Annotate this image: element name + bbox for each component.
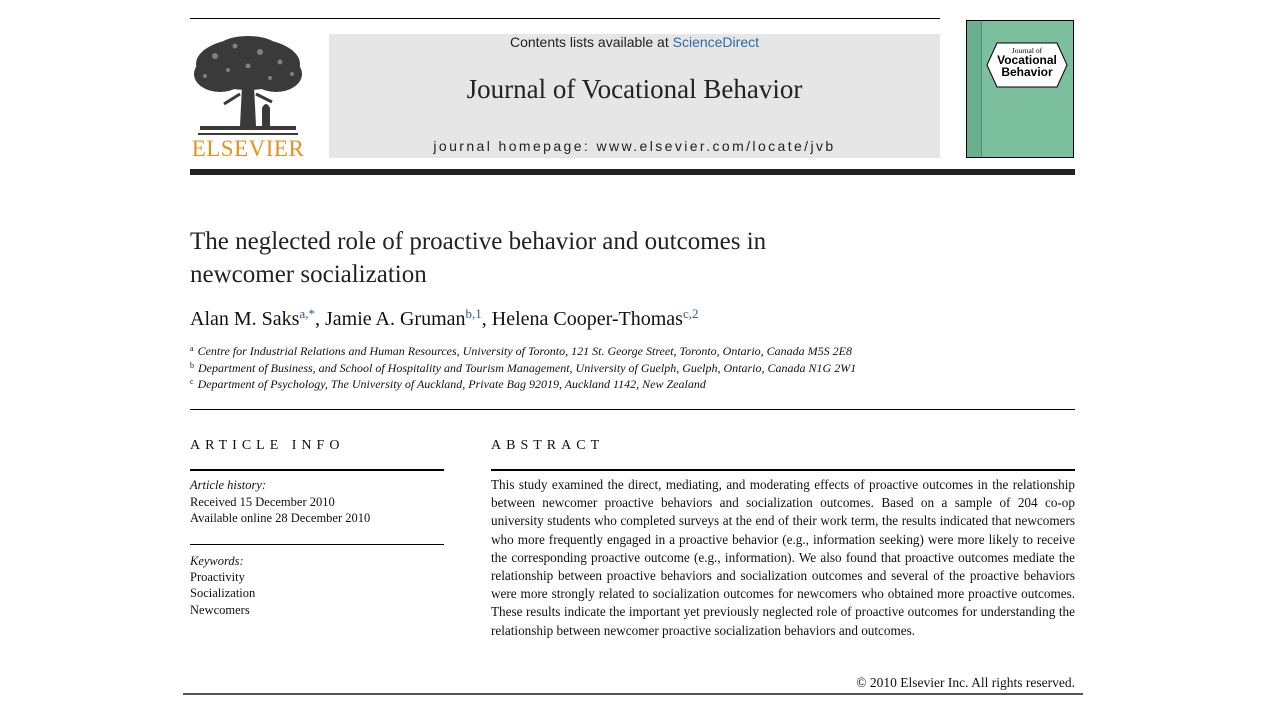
history-label: Article history:	[190, 478, 267, 492]
author-sep: ,	[481, 308, 492, 330]
copyright-notice: © 2010 Elsevier Inc. All rights reserved.	[856, 675, 1075, 690]
abstract-rule	[491, 469, 1075, 471]
author-sep: ,	[314, 308, 325, 330]
affiliation-mark: b	[190, 361, 194, 370]
journal-homepage-link[interactable]: journal homepage: www.elsevier.com/locate/jvb	[433, 138, 836, 154]
publisher-name[interactable]: ELSEVIER	[191, 136, 305, 161]
affiliation-text: Centre for Industrial Relations and Human Resources, University of Toronto, 121 St. George Street, Toronto, Ontario, Canada M5S 2E8	[197, 344, 852, 358]
abstract-heading: ABSTRACT	[491, 438, 605, 453]
keyword: Proactivity	[190, 570, 245, 584]
affiliation	[190, 361, 1075, 376]
abstract-text: This study examined the direct, mediating, and moderating effects of proactive outcomes in the relationship between newcomer proactive behaviors and socialization outcomes. Based on a sample of 204 co-op university students who completed surveys at the end of their work term, the results indicated that newcomers who more frequently engaged in a proactive behavior (e.g., information seeking) were more likely to receive the corresponding proactive outcome (e.g., information). We also found that proactive outcomes mediate the relationship between proactive behaviors and socialization outcomes and several of the proactive behaviors were more strongly related to socialization outcomes for newcomers who obtained more proactive outcomes. These results indicate the important yet previously neglected role of proactive outcomes for understanding the relationship between newcomer proactive socialization behaviors and outcomes.	[491, 477, 1075, 638]
author-name: Alan M. Saks	[190, 308, 300, 330]
journal-cover[interactable]	[966, 20, 1074, 158]
author-sup[interactable]: c,2	[682, 306, 699, 321]
title-line2: newcomer socialization	[190, 261, 427, 288]
keyword: Socialization	[190, 586, 256, 600]
author-list	[190, 306, 1075, 331]
online-date: Available online 28 December 2010	[190, 511, 371, 525]
article-info-heading: ARTICLE INFO	[190, 438, 345, 453]
affiliation-text: Department of Psychology, The University of Auckland, Private Bag 92019, Auckland 1142, New Zealand	[197, 377, 706, 391]
journal-name: Journal of Vocational Behavior	[466, 74, 803, 104]
contents-prefix: Contents lists available at	[509, 34, 673, 50]
cover-spine	[967, 21, 982, 158]
affiliation-mark: c	[190, 377, 194, 386]
sciencedirect-link[interactable]: ScienceDirect	[672, 34, 759, 50]
top-rule	[190, 18, 940, 19]
bottom-rule	[183, 693, 1083, 695]
cover-title-line2: Behavior	[1001, 65, 1053, 79]
cover-title-line1: Vocational	[997, 53, 1057, 67]
affiliation	[190, 377, 1075, 392]
author-sup[interactable]: a,*	[299, 306, 315, 321]
author-name: Helena Cooper-Thomas	[491, 308, 683, 330]
section-rule	[190, 409, 1075, 410]
received-date: Received 15 December 2010	[190, 495, 335, 509]
affiliation-text: Department of Business, and School of Hospitality and Tourism Management, University of Guelph, Guelph, Ontario, Canada N1G 2W1	[198, 361, 857, 375]
header-rule	[190, 169, 1075, 175]
contents-line	[329, 34, 940, 50]
cover-small-title: Journal of	[1011, 46, 1043, 55]
keyword: Newcomers	[190, 603, 250, 617]
article-title	[190, 225, 950, 291]
author-sup[interactable]: b,1	[465, 306, 482, 321]
affiliation	[190, 344, 1075, 359]
cover-title	[989, 54, 1065, 78]
author-name: Jamie A. Gruman	[324, 308, 466, 330]
keywords-label: Keywords:	[190, 554, 244, 568]
info-rule	[190, 469, 444, 471]
tree-icon	[190, 34, 306, 138]
title-line1: The neglected role of proactive behavior and outcomes in	[190, 228, 767, 255]
affiliation-mark: a	[190, 344, 194, 353]
info-rule	[190, 544, 444, 545]
